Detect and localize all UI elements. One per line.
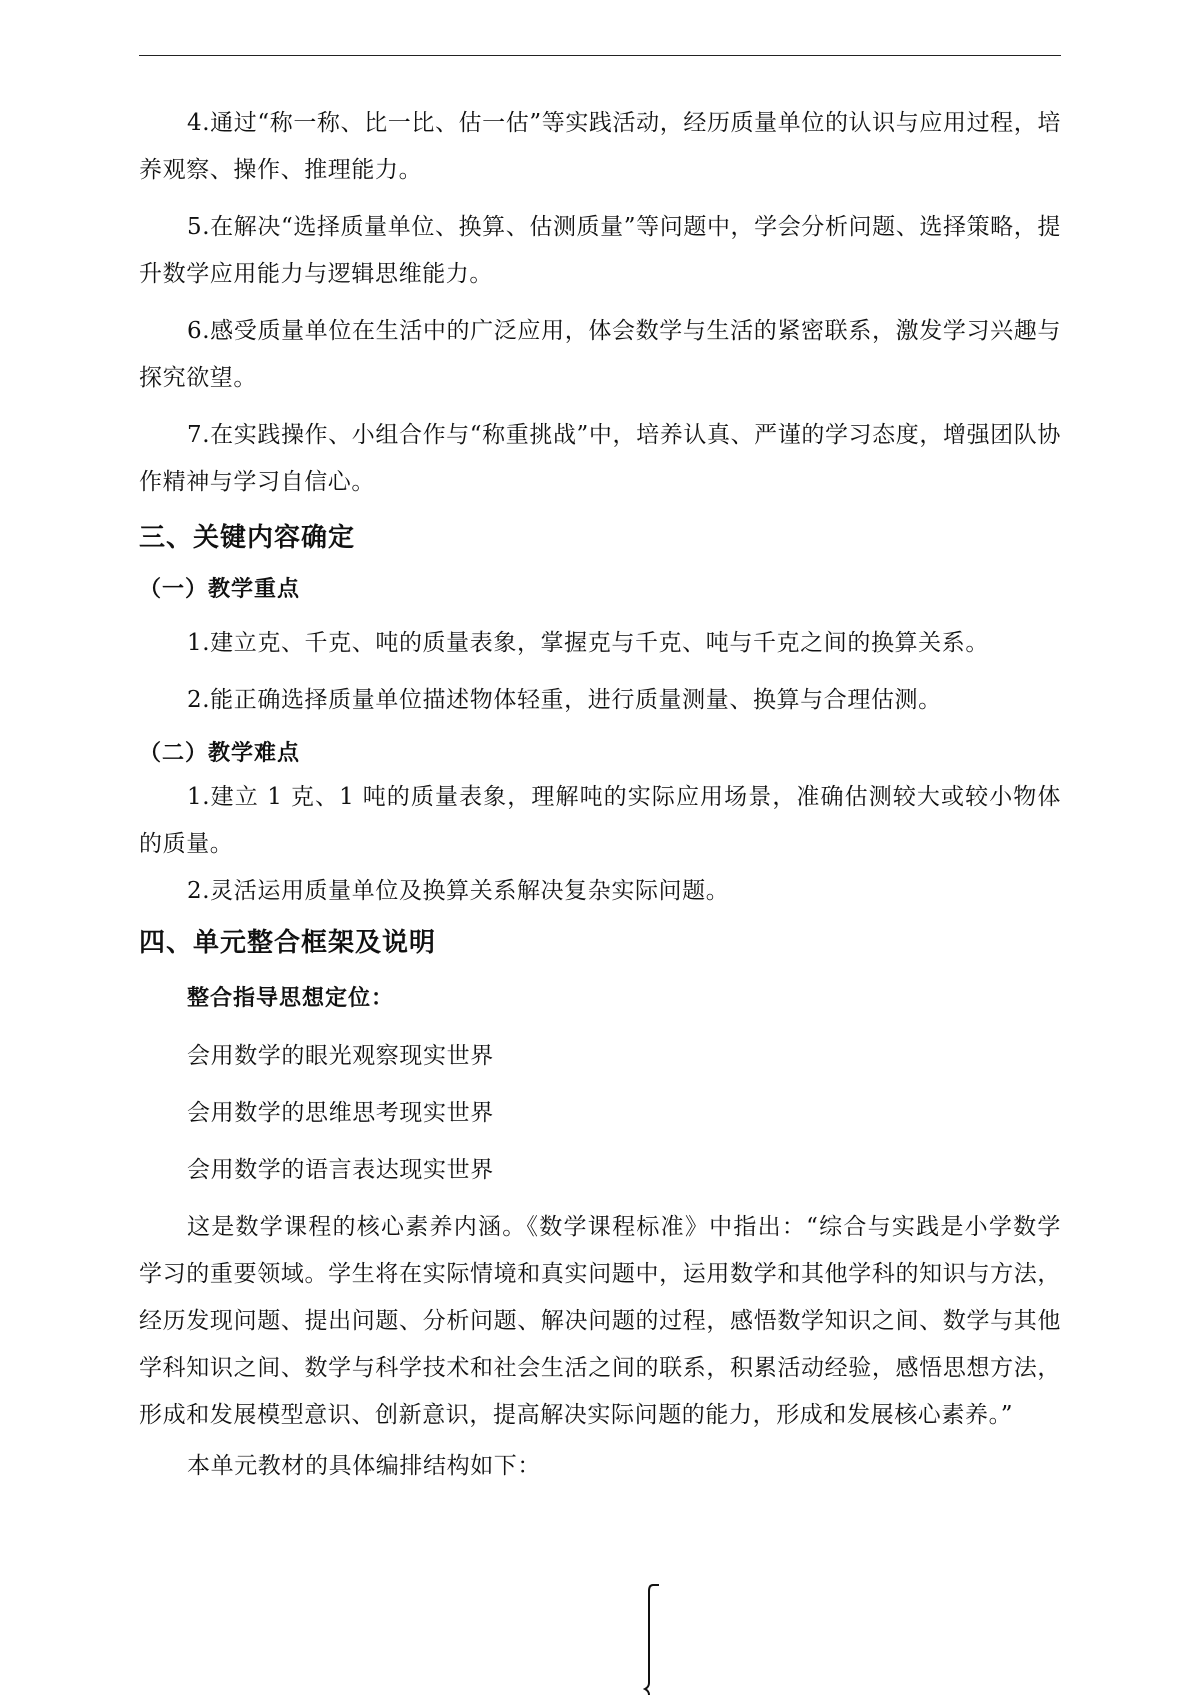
- header-rule: [139, 55, 1061, 56]
- teaching-difficulty-heading: （二）教学难点: [139, 741, 301, 766]
- objective-6: 6.感受质量单位在生活中的广泛应用，体会数学与生活的紧密联系，激发学习兴趣与探究欲望。: [139, 318, 1061, 391]
- objective-4: 4.通过“称一称、比一比、估一估”等实践活动，经历质量单位的认识与应用过程，培养观察、操作、推理能力。: [139, 110, 1061, 183]
- teaching-focus-heading: （一）教学重点: [139, 577, 301, 602]
- guiding-idea-label: 整合指导思想定位：: [187, 986, 395, 1011]
- section-3-heading: 三、关键内容确定: [139, 523, 356, 553]
- curriculum-quote-paragraph: 这是数学课程的核心素养内涵。《数学课程标准》中指出：“综合与实践是小学数学学习的重要领域。学生将在实际情境和真实问题中，运用数学和其他学科的知识与方法，经历发现问题、提出问题、分析问题、解决问题的过程，感悟数学知识之间、数学与其他学科知识之间、数学与科学技术和社会生活之间的联系，积累活动经验，感悟思想方法，形成和发展模型意识、创新意识，提高解决实际问题的能力，形成和发展核心素养。”: [139, 1214, 1061, 1428]
- difficulty-item-2: 2.灵活运用质量单位及换算关系解决复杂实际问题。: [187, 878, 730, 904]
- section-4-heading: 四、单元整合框架及说明: [139, 928, 437, 958]
- structure-bracket: [643, 1583, 663, 1696]
- structure-intro: 本单元教材的具体编排结构如下：: [187, 1453, 541, 1479]
- guiding-line-2: 会用数学的思维思考现实世界: [187, 1100, 494, 1126]
- difficulty-item-1: 1.建立 1 克、1 吨的质量表象，理解吨的实际应用场景，准确估测较大或较小物体的质量。: [139, 784, 1061, 857]
- guiding-line-1: 会用数学的眼光观察现实世界: [187, 1043, 494, 1069]
- focus-item-1: 1.建立克、千克、吨的质量表象，掌握克与千克、吨与千克之间的换算关系。: [187, 630, 989, 656]
- objective-7: 7.在实践操作、小组合作与“称重挑战”中，培养认真、严谨的学习态度，增强团队协作精神与学习自信心。: [139, 422, 1061, 495]
- guiding-line-3: 会用数学的语言表达现实世界: [187, 1157, 494, 1183]
- objective-5: 5.在解决“选择质量单位、换算、估测质量”等问题中，学会分析问题、选择策略，提升数学应用能力与逻辑思维能力。: [139, 214, 1061, 287]
- focus-item-2: 2.能正确选择质量单位描述物体轻重，进行质量测量、换算与合理估测。: [187, 687, 942, 713]
- document-body: [139, 100, 1061, 1490]
